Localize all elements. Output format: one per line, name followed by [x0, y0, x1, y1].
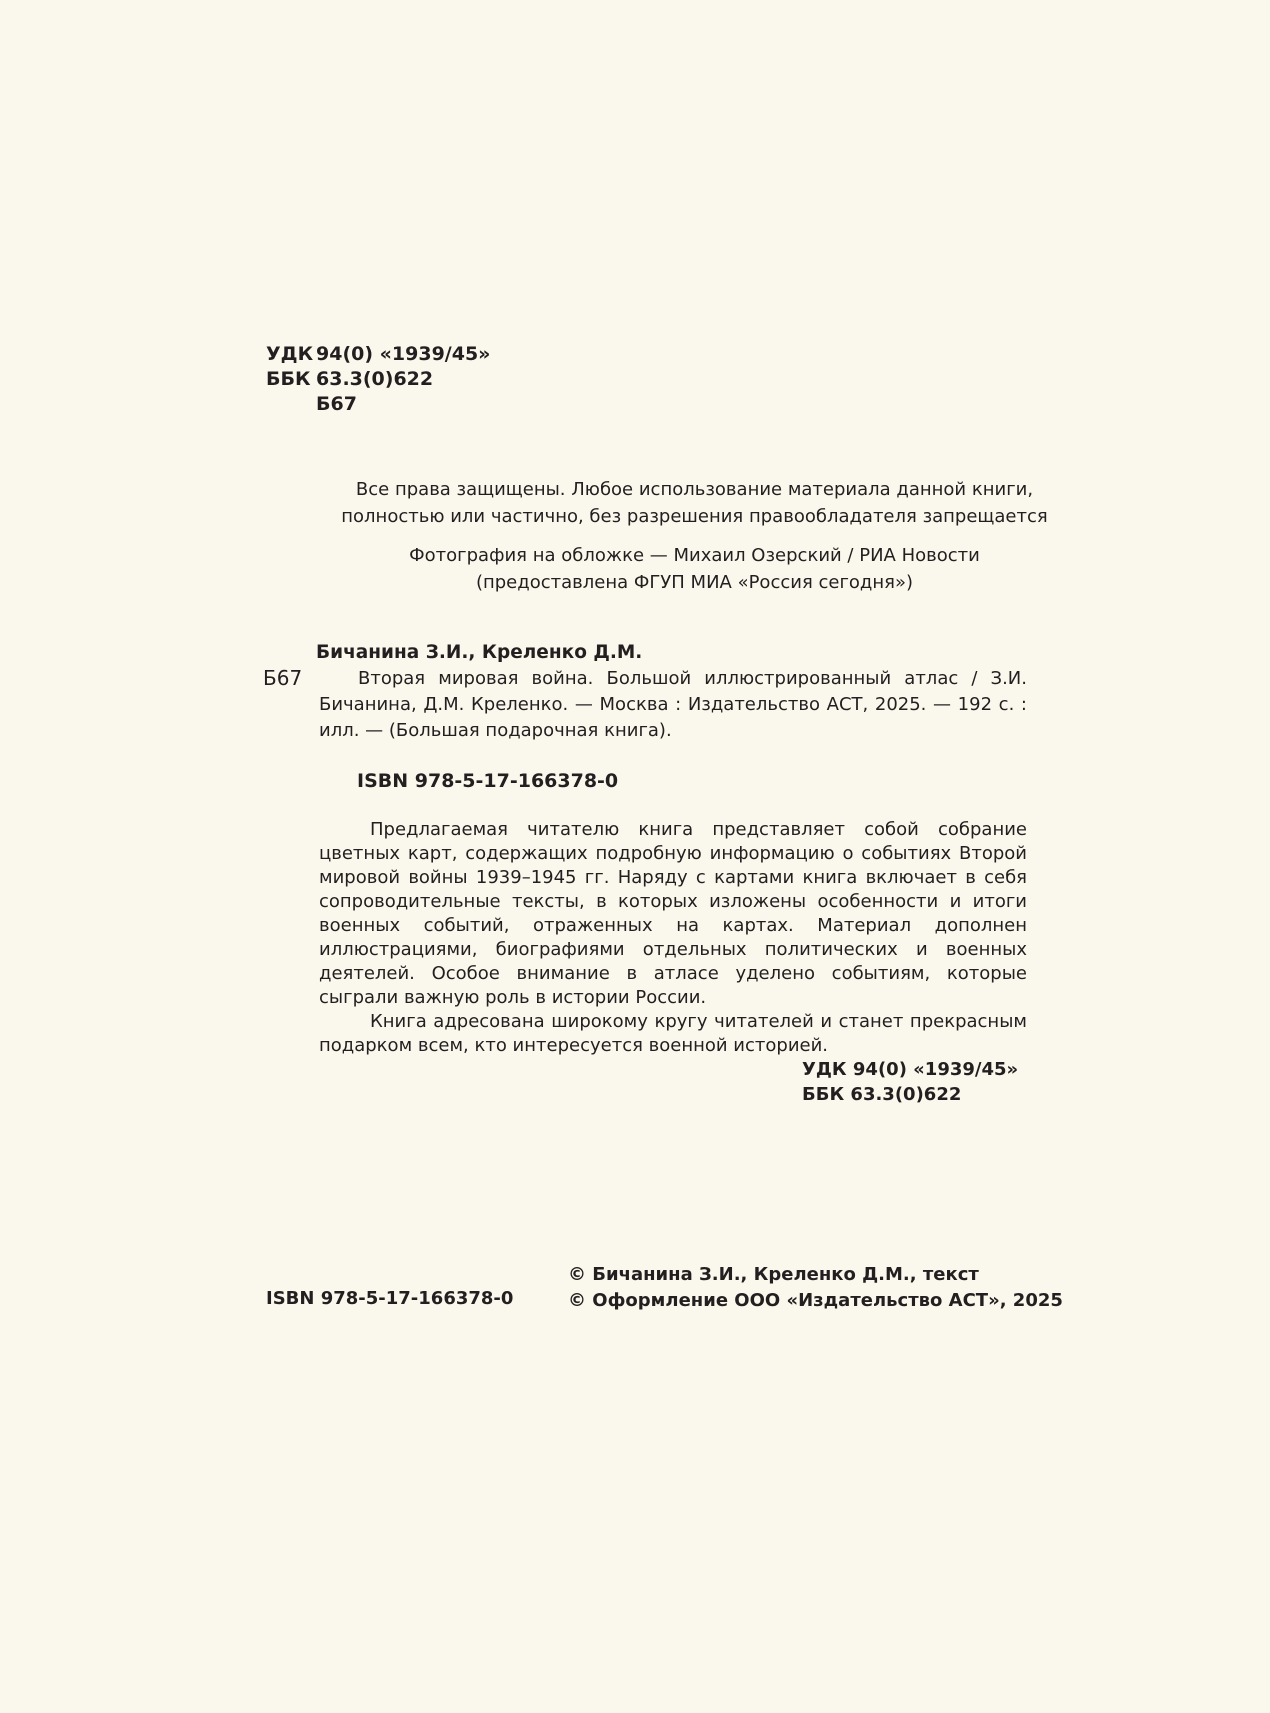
rights-notice: [266, 476, 1123, 530]
copyright-line-2: © Оформление ООО «Издательство АСТ», 2025: [568, 1290, 1063, 1311]
isbn-bottom: ISBN 978-5-17-166378-0: [266, 1288, 514, 1309]
rights-line-2: полностью или частично, без разрешения правообладателя запрещается: [341, 506, 1048, 527]
bbk-label: ББК: [266, 368, 311, 390]
annotation-classification: [802, 1057, 1018, 1107]
bibliographic-description: Вторая мировая война. Большой иллюстрированный атлас / З.И. Бичанина, Д.М. Креленко. — Москва : Издательство АСТ, 2025. — 192 с. : илл. — (Большая подарочная книга).: [319, 668, 1027, 741]
author-mark: Б67: [316, 393, 357, 415]
classification-block: [266, 342, 490, 417]
authors-heading: Бичанина З.И., Креленко Д.М.: [316, 642, 643, 663]
bbk-value: 63.3(0)622: [316, 368, 434, 390]
udk-value: 94(0) «1939/45»: [316, 343, 491, 365]
copyright-block: [568, 1262, 1063, 1314]
photo-credit-line-1: Фотография на обложке — Михаил Озерский / РИА Новости: [409, 545, 980, 566]
rights-line-1: Все права защищены. Любое использование материала данной книги,: [355, 479, 1034, 500]
author-mark-row: [266, 392, 490, 417]
photo-credit: [266, 542, 1123, 596]
photo-credit-line-2: (предоставлена ФГУП МИА «Россия сегодня»): [475, 572, 914, 593]
isbn: ISBN 978-5-17-166378-0: [357, 770, 619, 792]
annotation: [319, 818, 1027, 1058]
annotation-udk: УДК 94(0) «1939/45»: [802, 1059, 1019, 1080]
annotation-bbk: ББК 63.3(0)622: [802, 1084, 962, 1105]
annotation-paragraph-1: Предлагаемая читателю книга представляет собой собрание цветных карт, содержащих подробную информацию о событиях Второй мировой войны 1939–1945 гг. Наряду с картами книга включает в себя сопроводительные тексты, в которых изложены особенности и итоги военных событий, отраженных на картах. Материал дополнен иллюстрациями, биографиями отдельных политических и военных деятелей. Особое внимание в атласе уделено событиям, которые сыграли важную роль в истории России.: [319, 819, 1027, 1008]
bbk-row: [266, 367, 490, 392]
bibliographic-mark: Б67: [263, 666, 303, 690]
copyright-line-1: © Бичанина З.И., Креленко Д.М., текст: [568, 1264, 979, 1285]
annotation-paragraph-2: Книга адресована широкому кругу читателей и станет прекрасным подарком всем, кто интересуется военной историей.: [319, 1011, 1027, 1056]
udk-row: [266, 342, 490, 367]
udk-label: УДК: [266, 343, 314, 365]
